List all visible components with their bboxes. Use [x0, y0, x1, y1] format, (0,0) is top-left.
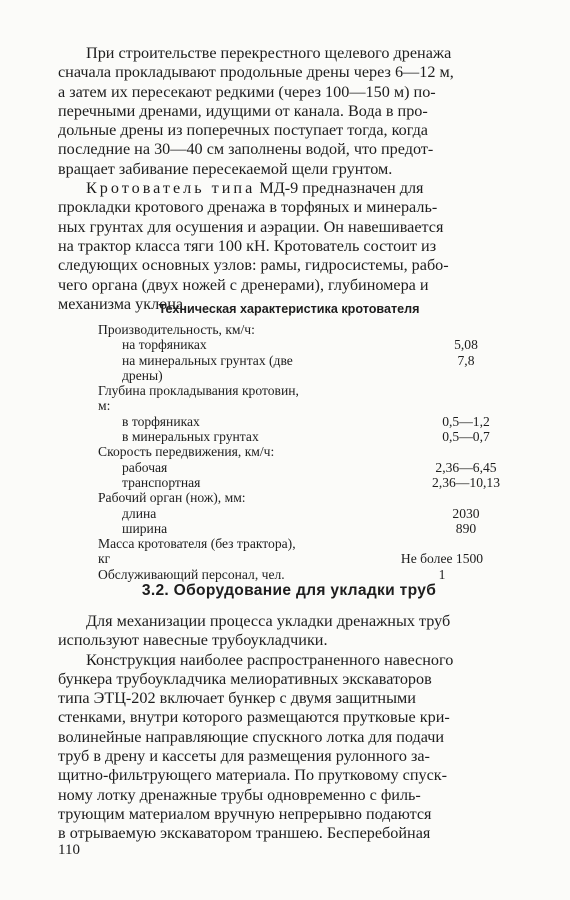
text-line: волинейные направляющие спускного лотка для подачи: [58, 727, 445, 746]
spec-value: [394, 398, 490, 413]
spec-label: транспортная: [122, 474, 201, 490]
text-line: труб в дрену и кассеты для размещения рулонного за-: [58, 747, 430, 766]
text-line: бункера трубоукладчика мелиоративных экскаваторов: [58, 669, 432, 688]
spec-row: [98, 398, 528, 413]
text-line: а затем их пересекают редкими (через 100—150 м) по-: [58, 82, 436, 101]
spec-label: в торфяниках: [122, 413, 200, 429]
text-line: дольные дрены из поперечных поступает тогда, когда: [58, 121, 428, 140]
text-line: При строительстве перекрестного щелевого дренажа: [86, 44, 452, 62]
section-heading: 3.2. Оборудование для укладки труб: [141, 582, 437, 599]
spec-value: [418, 368, 514, 383]
paragraph-drainage: [58, 44, 520, 179]
spec-label: Масса кротователя (без трактора),: [98, 536, 296, 552]
spec-row: [98, 444, 528, 459]
spec-row: [98, 460, 528, 475]
text-line: ному лотку дренажные трубы одновременно с филь-: [58, 785, 421, 804]
spec-label: Глубина прокладывания кротовин,: [98, 383, 299, 399]
spec-value: 0,5—0,7: [442, 429, 490, 445]
text-line: ных грунтах для осушения и аэрации. Он навешивается: [58, 217, 444, 236]
spec-value: Не более 1500: [400, 551, 484, 567]
top-text: [58, 44, 520, 314]
text-line: следующих основных узлов: рамы, гидросистемы, рабо-: [58, 256, 449, 275]
spaced-lead: Кротователь типа: [86, 179, 256, 198]
spec-label: Рабочий орган (нож), мм:: [98, 490, 246, 506]
spec-row: [98, 337, 528, 352]
spec-label: дрены): [122, 367, 163, 383]
spec-row: [98, 368, 528, 383]
spec-label: в минеральных грунтах: [122, 429, 259, 445]
spec-value: 0,5—1,2: [442, 413, 490, 429]
text-line-rest: МД-9 предназначен для: [255, 179, 424, 198]
text-line: перечными дренами, идущими от канала. Вода в про-: [58, 101, 428, 120]
spec-label: длина: [122, 505, 157, 521]
spec-value: [394, 383, 490, 398]
spec-row: [98, 383, 528, 398]
text-line: щитно-фильтрующего материала. По прутковому спуск-: [58, 766, 448, 785]
spec-label: ширина: [122, 520, 168, 536]
text-line: используют навесные трубоукладчики.: [58, 631, 328, 650]
spec-value: 2030: [452, 505, 480, 521]
spec-row: [98, 475, 528, 490]
paragraph-krotovatel: [58, 179, 520, 314]
paragraph-bunker: [58, 651, 520, 844]
text-line: [58, 179, 520, 198]
text-line: механизма уклона.: [58, 294, 188, 313]
spec-row: [98, 322, 528, 337]
text-line: сначала прокладывают продольные дрены через 6—12 м,: [58, 63, 454, 82]
spec-label: кг: [98, 551, 111, 567]
text-line: вращает забивание пересекаемой щели грунтом.: [58, 159, 393, 178]
spec-row: [98, 536, 528, 551]
spec-label: рабочая: [122, 459, 168, 475]
spec-label: Производительность, км/ч:: [98, 322, 255, 337]
spec-row: [98, 567, 528, 582]
spec-value: [394, 444, 490, 459]
text-line: стенками, внутри которого размещаются прутковые кри-: [58, 708, 450, 727]
text-line: прокладки кротового дренажа в торфяных и минераль-: [58, 198, 438, 217]
spec-row: [98, 414, 528, 429]
text-line: Конструкция наиболее распространенного навесного: [86, 650, 454, 669]
spec-label: Скорость передвижения, км/ч:: [98, 444, 275, 460]
spec-value: 890: [455, 520, 477, 536]
spec-row: [98, 490, 528, 505]
text-line: Для механизации процесса укладки дренажных труб: [86, 612, 451, 630]
bottom-text: [58, 612, 520, 844]
text-line: трующим материалом вручную непрерывно подаются: [58, 804, 432, 823]
spec-row: [98, 429, 528, 444]
text-line: последние на 30—40 см заполнены водой, что предот-: [58, 140, 434, 159]
text-line: чего органа (двух ножей с дренерами), глубиномера и: [58, 275, 429, 294]
spec-row: [98, 353, 528, 368]
spec-value: 2,36—6,45: [435, 459, 497, 475]
spec-label: на торфяниках: [122, 337, 207, 353]
text-line: в отрываемую экскаватором траншею. Бесперебойная: [58, 824, 431, 843]
spec-value: [394, 322, 490, 337]
text-line: на трактор класса тяги 100 кН. Кротователь состоит из: [58, 236, 437, 255]
spec-table: [98, 322, 528, 582]
spec-row: [98, 506, 528, 521]
spec-value: 5,08: [454, 337, 478, 353]
spec-value: 7,8: [457, 352, 475, 368]
text-line: типа ЭТЦ-202 включает бункер с двумя защитными: [58, 689, 416, 708]
spec-table-title: Техническая характеристика кротователя: [158, 302, 420, 316]
paragraph-pipelayers: [58, 612, 520, 651]
spec-value: [394, 490, 490, 505]
spec-value: 2,36—10,13: [432, 474, 500, 490]
spec-row: [98, 521, 528, 536]
spec-row: [98, 551, 528, 566]
spec-value: [394, 536, 490, 551]
spec-value: 1: [438, 566, 446, 582]
page-number: 110: [58, 842, 80, 858]
spec-label: на минеральных грунтах (две: [122, 352, 293, 368]
spec-label: м:: [98, 398, 111, 414]
spec-label: Обслуживающий персонал, чел.: [98, 566, 285, 582]
